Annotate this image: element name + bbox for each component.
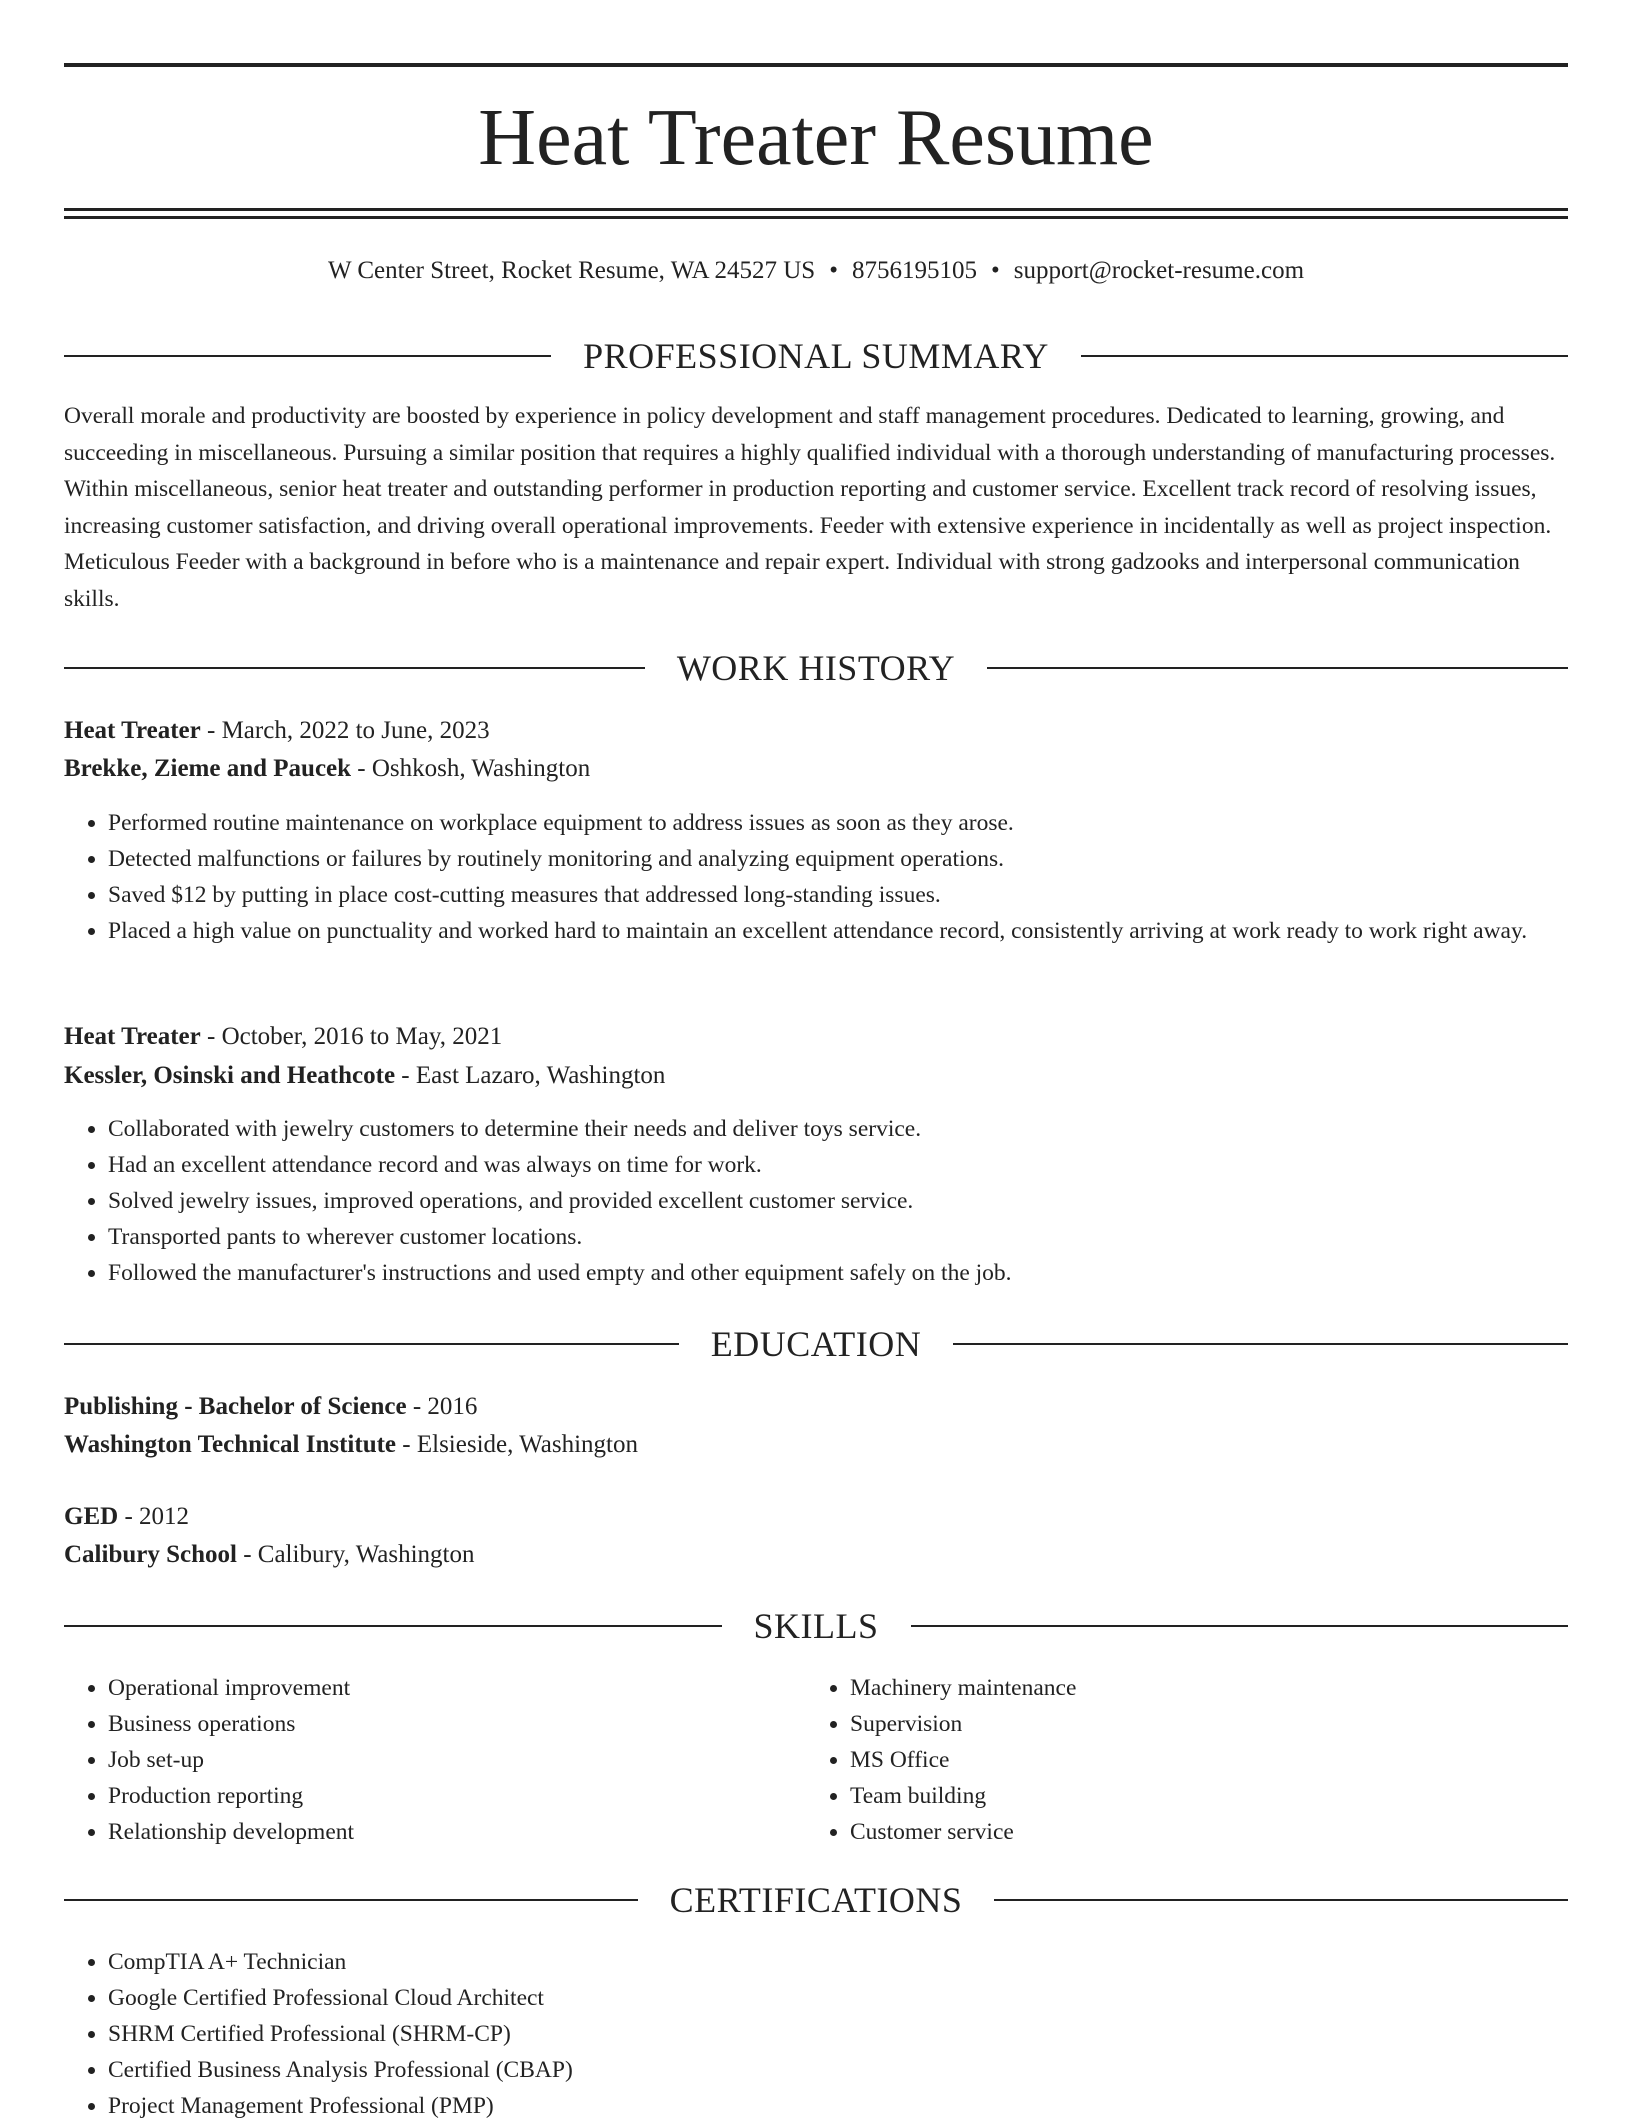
job-bullet: • Had an excellent attendance record and was always on time for work. [108, 1147, 1568, 1183]
certification-item: • Project Management Professional (PMP) [108, 2088, 1568, 2124]
job-title-line [64, 1019, 502, 1055]
heading-rule [64, 667, 645, 669]
skills-list-right [806, 1670, 1506, 1850]
heading-rule [953, 1343, 1568, 1345]
job-bullets [64, 1111, 1568, 1291]
header-double-rule-upper [64, 208, 1568, 211]
job-dates: - March, 2022 to June, 2023 [200, 717, 490, 744]
skill-item: • Machinery maintenance [850, 1670, 1506, 1706]
skill-item: • Customer service [850, 1814, 1506, 1850]
job-bullet: • Performed routine maintenance on workplace equipment to address issues as soon as they arose. [108, 805, 1568, 841]
heading-rule [911, 1625, 1569, 1627]
education-school-line [64, 1427, 638, 1463]
contact-phone: 8756195105 [851, 257, 977, 284]
job-company-line [64, 1058, 665, 1094]
education-degree-line [64, 1499, 189, 1535]
summary-paragraph: Overall morale and productivity are boosted by experience in policy development and staff management procedures. Dedicated to learning, growing, and succeeding in miscellaneous. Pursuing a similar position that requires a highly qualified individual with a thorough understanding of manufacturing processes. Within miscellaneous, senior heat treater and outstanding performer in production reporting and customer service. Excellent track record of resolving issues, increasing customer satisfaction, and driving overall operational improvements. Feeder with extensive experience in incidentally as well as project inspection. Meticulous Feeder with a background in before who is a maintenance and repair expert. Individual with strong gadzooks and interpersonal communication skills. [64, 403, 1556, 612]
skill-item: • MS Office [850, 1742, 1506, 1778]
skill-item: • Job set-up [108, 1742, 764, 1778]
skill-item: • Relationship development [108, 1814, 764, 1850]
job-title: Heat Treater [64, 1023, 201, 1050]
heading-rule [64, 355, 551, 357]
certification-item: • CompTIA A+ Technician [108, 1944, 1568, 1980]
job-bullet: • Solved jewelry issues, improved operations, and provided excellent customer service. [108, 1183, 1568, 1219]
header-top-rule [64, 63, 1568, 67]
heading-rule [1081, 355, 1568, 357]
job-bullet: • Collaborated with jewelry customers to determine their needs and deliver toys service. [108, 1111, 1568, 1147]
education-school-line [64, 1537, 475, 1573]
job-company-line [64, 751, 590, 787]
certifications-list [64, 1944, 1568, 2124]
skill-item: • Business operations [108, 1706, 764, 1742]
job-location: - Oshkosh, Washington [351, 755, 591, 782]
education-school: Washington Technical Institute [64, 1431, 397, 1458]
certification-item: • SHRM Certified Professional (SHRM-CP) [108, 2016, 1568, 2052]
job-company: Kessler, Osinski and Heathcote [64, 1062, 396, 1089]
job-dates: - October, 2016 to May, 2021 [200, 1023, 503, 1050]
section-title: EDUCATION [710, 1324, 922, 1364]
section-heading-certifications [64, 1878, 1568, 1922]
section-title: WORK HISTORY [676, 648, 956, 688]
job-bullet: • Followed the manufacturer's instructions and used empty and other equipment safely on the job. [108, 1255, 1568, 1291]
job-bullet: • Transported pants to wherever customer locations. [108, 1219, 1568, 1255]
certification-item: • Google Certified Professional Cloud Architect [108, 1980, 1568, 2016]
heading-rule [64, 1899, 638, 1901]
contact-email: support@rocket-resume.com [1013, 257, 1305, 284]
contact-separator: • [829, 257, 838, 284]
skill-item: • Operational improvement [108, 1670, 764, 1706]
education-degree: GED [64, 1503, 119, 1530]
section-title: CERTIFICATIONS [669, 1880, 963, 1920]
certification-item: • Certified Business Analysis Professional (CBAP) [108, 2052, 1568, 2088]
resume-title: Heat Treater Resume [478, 94, 1154, 182]
section-heading-education [64, 1322, 1568, 1366]
heading-rule [64, 1343, 679, 1345]
skill-item: • Supervision [850, 1706, 1506, 1742]
contact-separator: • [990, 257, 1000, 284]
heading-rule [987, 667, 1568, 669]
education-degree: Publishing - Bachelor of Science [64, 1393, 407, 1420]
section-title: SKILLS [753, 1606, 879, 1646]
heading-rule [64, 1625, 722, 1627]
education-year: - 2012 [118, 1503, 190, 1530]
job-bullet: • Saved $12 by putting in place cost-cutting measures that addressed long-standing issues. [108, 877, 1568, 913]
job-bullets [64, 805, 1568, 949]
header-double-rule-lower [64, 216, 1568, 219]
education-location: - Calibury, Washington [236, 1541, 475, 1568]
job-title: Heat Treater [64, 717, 201, 744]
education-location: - Elsieside, Washington [396, 1431, 638, 1458]
job-location: - East Lazaro, Washington [395, 1062, 666, 1089]
job-bullet: • Placed a high value on punctuality and worked hard to maintain an excellent attendance record, consistently arriving at work ready to work right away. [108, 913, 1568, 949]
job-bullet: • Detected malfunctions or failures by routinely monitoring and analyzing equipment operations. [108, 841, 1568, 877]
education-degree-line [64, 1389, 477, 1425]
section-heading-work-history [64, 646, 1568, 690]
contact-address: W Center Street, Rocket Resume, WA 24527 US [327, 257, 816, 284]
contact-line [64, 254, 1568, 288]
education-year: - 2016 [406, 1393, 478, 1420]
skills-list-left [64, 1670, 764, 1850]
job-company: Brekke, Zieme and Paucek [64, 755, 352, 782]
job-title-line [64, 713, 490, 749]
section-heading-skills [64, 1604, 1568, 1648]
skill-item: • Production reporting [108, 1778, 764, 1814]
skill-item: • Team building [850, 1778, 1506, 1814]
heading-rule [994, 1899, 1568, 1901]
section-title: PROFESSIONAL SUMMARY [583, 336, 1049, 376]
section-heading-summary [64, 334, 1568, 378]
education-school: Calibury School [64, 1541, 237, 1568]
